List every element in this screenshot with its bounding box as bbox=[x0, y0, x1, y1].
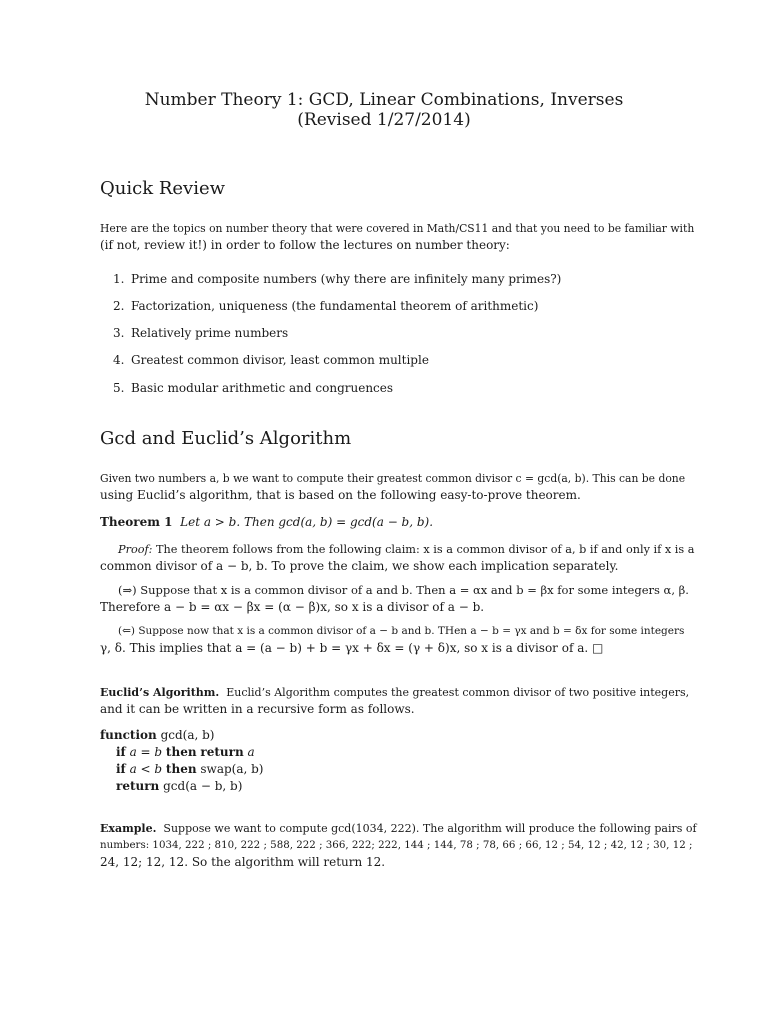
condition-less: a < b bbox=[129, 762, 163, 776]
theorem-statement: Let a > b. Then gcd(a, b) = gcd(a − b, b). bbox=[180, 515, 434, 529]
euclid-algorithm-line2: and it can be written in a recursive form as follows. bbox=[100, 702, 415, 716]
theorem-1 bbox=[100, 514, 697, 531]
keyword-return: return bbox=[200, 745, 244, 759]
list-item: Relatively prime numbers bbox=[131, 326, 289, 340]
code-line-if-less bbox=[116, 761, 263, 778]
example-line1 bbox=[100, 820, 697, 837]
recursive-call: gcd(a − b, b) bbox=[163, 779, 243, 793]
section-heading-quick-review: Quick Review bbox=[100, 178, 226, 199]
return-value: a bbox=[247, 745, 255, 759]
forward-implication-line1: (⇒) Suppose that x is a common divisor of a and b. Then a = αx and b = βx for some integers α, β. bbox=[118, 583, 689, 597]
example-label: Example. bbox=[100, 822, 157, 835]
list-item: Factorization, uniqueness (the fundamental theorem of arithmetic) bbox=[131, 299, 539, 313]
list-item: Greatest common divisor, least common multiple bbox=[131, 353, 429, 367]
list-item: Prime and composite numbers (why there are infinitely many primes?) bbox=[131, 272, 562, 286]
code-line-if-equal bbox=[116, 744, 255, 761]
gcd-intro-line1: Given two numbers a, b we want to compute their greatest common divisor c = gcd(a, b). This can be done bbox=[100, 472, 686, 485]
example-line2: numbers: 1034, 222 ; 810, 222 ; 588, 222 ; 366, 222; 222, 144 ; 144, 78 ; 78, 66 ; 66, 12 ; 54, 12 ; 42, 12 ; 30, 12 ; bbox=[100, 839, 693, 851]
list-item-number: 2. bbox=[113, 299, 125, 313]
list-item-number: 5. bbox=[113, 381, 125, 395]
backward-implication-line1: (⇐) Suppose now that x is a common divisor of a − b and b. THen a − b = γx and b = δx for some integers bbox=[118, 625, 685, 637]
swap-call: swap(a, b) bbox=[200, 762, 264, 776]
document-title: Number Theory 1: GCD, Linear Combinations, Inverses bbox=[144, 90, 624, 110]
proof-line2: common divisor of a − b, b. To prove the claim, we show each implication separately. bbox=[100, 559, 619, 573]
keyword-then: then bbox=[165, 762, 197, 776]
keyword-then: then bbox=[165, 745, 197, 759]
theorem-label: Theorem 1 bbox=[100, 515, 173, 529]
keyword-function: function bbox=[100, 728, 157, 742]
keyword-if: if bbox=[116, 745, 126, 759]
proof-line1 bbox=[118, 541, 697, 558]
section-heading-gcd-euclid: Gcd and Euclid’s Algorithm bbox=[100, 428, 352, 449]
document-revision: (Revised 1/27/2014) bbox=[297, 110, 471, 130]
list-item-number: 4. bbox=[113, 353, 125, 367]
quick-review-intro-line1: Here are the topics on number theory that were covered in Math/CS11 and that you need to be familiar with bbox=[100, 222, 695, 235]
euclid-algorithm-label: Euclid’s Algorithm. bbox=[100, 686, 220, 699]
backward-implication-line2: γ, δ. This implies that a = (a − b) + b = γx + δx = (γ + δ)x, so x is a divisor of a. □ bbox=[100, 641, 604, 655]
code-line-return bbox=[116, 778, 242, 795]
proof-label: Proof: bbox=[118, 543, 153, 556]
euclid-algorithm-line1 bbox=[100, 684, 697, 701]
condition-equal: a = b bbox=[129, 745, 163, 759]
code-line-function bbox=[100, 727, 215, 744]
keyword-if: if bbox=[116, 762, 126, 776]
forward-implication-line2: Therefore a − b = αx − βx = (α − β)x, so x is a divisor of a − b. bbox=[100, 600, 485, 614]
gcd-intro-line2: using Euclid’s algorithm, that is based on the following easy-to-prove theorem. bbox=[100, 488, 581, 502]
list-item: Basic modular arithmetic and congruences bbox=[131, 381, 394, 395]
example-text: Suppose we want to compute gcd(1034, 222). The algorithm will produce the following pairs of bbox=[163, 822, 697, 835]
list-item-number: 3. bbox=[113, 326, 125, 340]
quick-review-intro-line2: (if not, review it!) in order to follow the lectures on number theory: bbox=[100, 238, 510, 252]
euclid-algorithm-text: Euclid’s Algorithm computes the greatest common divisor of two positive integers, bbox=[226, 686, 690, 699]
list-item-number: 1. bbox=[113, 272, 125, 286]
function-signature: gcd(a, b) bbox=[160, 728, 215, 742]
keyword-return: return bbox=[116, 779, 160, 793]
proof-text: The theorem follows from the following claim: x is a common divisor of a, b if and only if x is a bbox=[156, 543, 695, 556]
example-line3: 24, 12; 12, 12. So the algorithm will return 12. bbox=[100, 855, 386, 869]
